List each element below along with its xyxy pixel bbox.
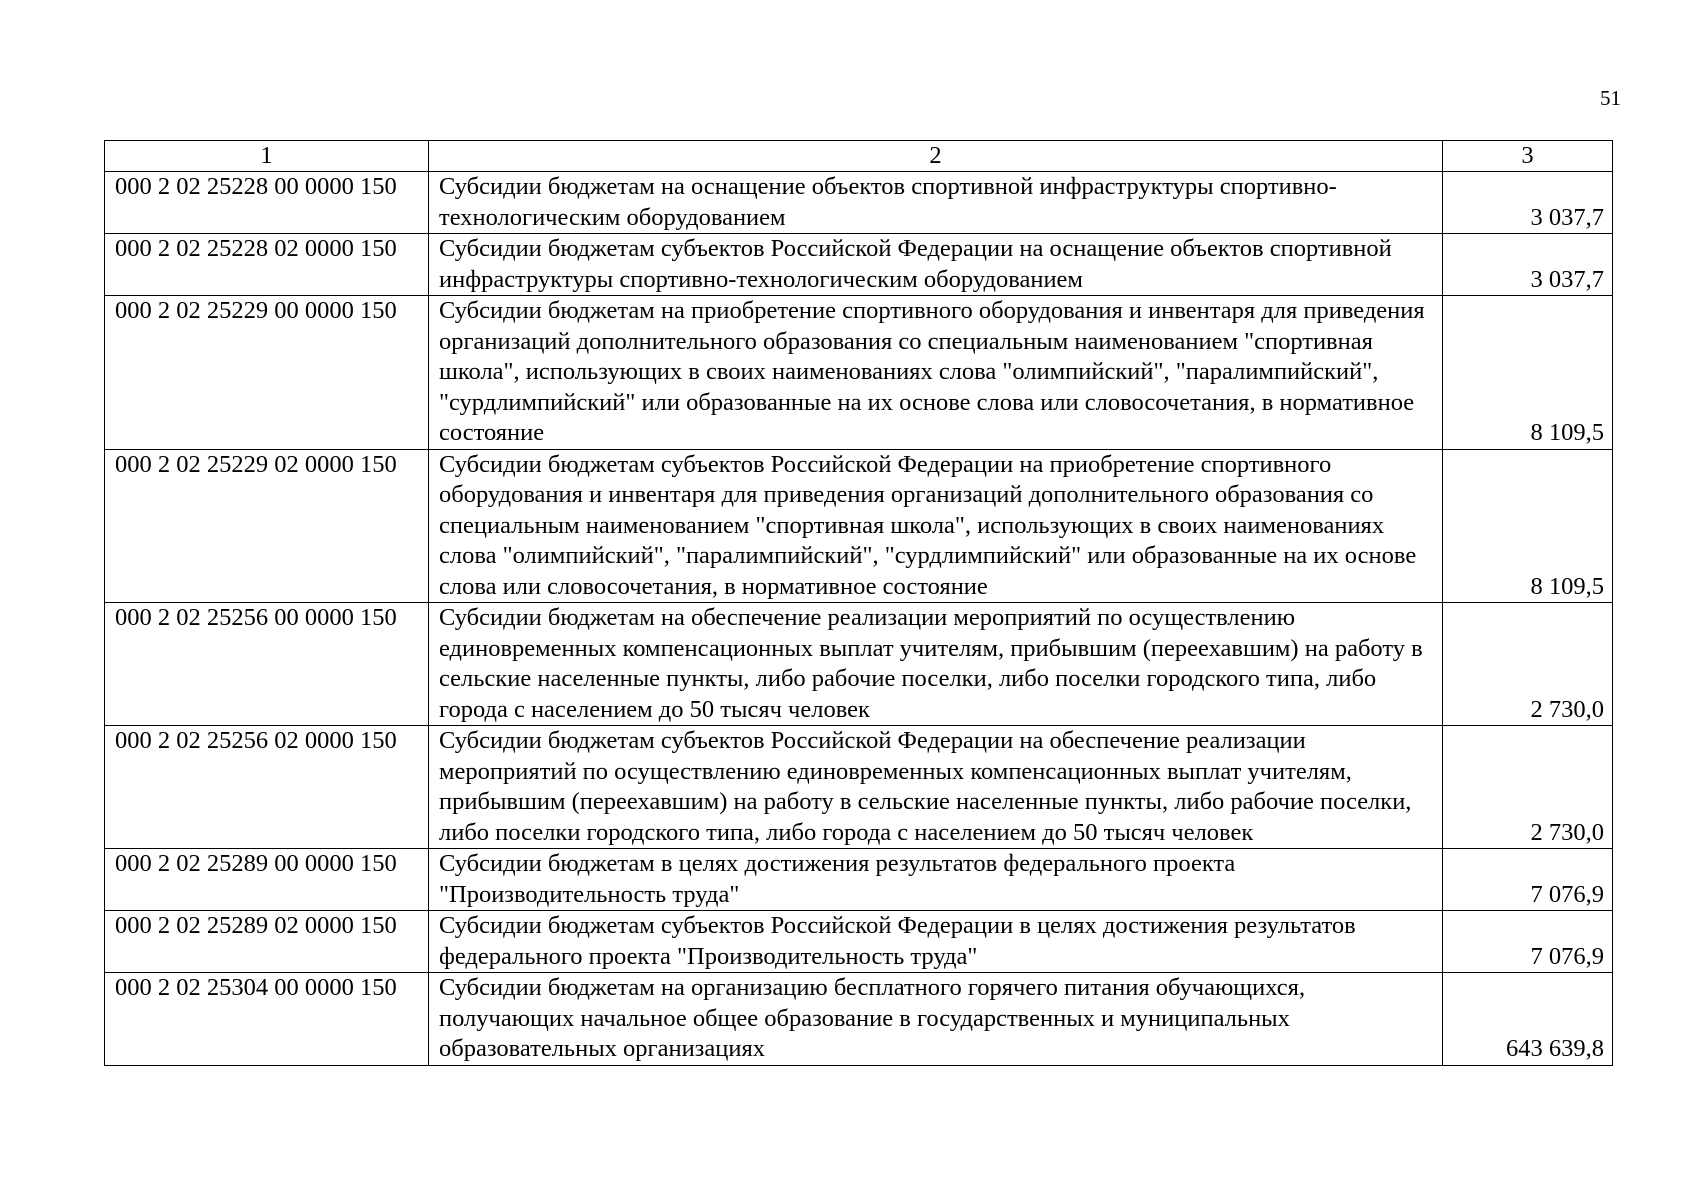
table-header	[105, 141, 1613, 172]
row-name: Субсидии бюджетам субъектов Российской Федерации на приобретение спортивного оборудования и инвентаря для приведения организаций дополнительного образования со специальным наименованием "спортивная школа", использующих в своих наименованиях слова "олимпийский", "паралимпийский", "сурдлимпийский" или образованные на их основе слова или словосочетания, в нормативное состояние	[429, 449, 1443, 603]
row-sum: 3 037,7	[1443, 234, 1613, 296]
table-row	[105, 726, 1613, 849]
header-row	[105, 141, 1613, 172]
row-code: 000 2 02 25289 02 0000 150	[105, 911, 429, 973]
table-row	[105, 603, 1613, 726]
table-row	[105, 449, 1613, 603]
row-code: 000 2 02 25229 02 0000 150	[105, 449, 429, 603]
table-row	[105, 911, 1613, 973]
row-code: 000 2 02 25289 00 0000 150	[105, 849, 429, 911]
row-code: 000 2 02 25304 00 0000 150	[105, 973, 429, 1066]
row-code: 000 2 02 25228 00 0000 150	[105, 172, 429, 234]
row-sum: 2 730,0	[1443, 726, 1613, 849]
row-code: 000 2 02 25228 02 0000 150	[105, 234, 429, 296]
column-header-1: 1	[105, 141, 429, 172]
row-sum: 643 639,8	[1443, 973, 1613, 1066]
column-header-3: 3	[1443, 141, 1613, 172]
row-sum: 7 076,9	[1443, 911, 1613, 973]
row-code: 000 2 02 25256 00 0000 150	[105, 603, 429, 726]
row-sum: 2 730,0	[1443, 603, 1613, 726]
table-row	[105, 849, 1613, 911]
row-name: Субсидии бюджетам субъектов Российской Федерации на оснащение объектов спортивной инфраструктуры спортивно-технологическим оборудованием	[429, 234, 1443, 296]
row-sum: 3 037,7	[1443, 172, 1613, 234]
table-row	[105, 172, 1613, 234]
row-code: 000 2 02 25229 00 0000 150	[105, 296, 429, 450]
table-body	[105, 172, 1613, 1066]
budget-table	[104, 140, 1613, 1066]
table-row	[105, 234, 1613, 296]
page-number: 51	[1600, 86, 1621, 110]
row-name: Субсидии бюджетам субъектов Российской Федерации на обеспечение реализации мероприятий по осуществлению единовременных компенсационных выплат учителям, прибывшим (переехавшим) на работу в сельские населенные пункты, либо рабочие поселки, либо поселки городского типа, либо города с населением до 50 тысяч человек	[429, 726, 1443, 849]
row-name: Субсидии бюджетам субъектов Российской Федерации в целях достижения результатов федерального проекта "Производительность труда"	[429, 911, 1443, 973]
row-sum: 7 076,9	[1443, 849, 1613, 911]
row-name: Субсидии бюджетам на приобретение спортивного оборудования и инвентаря для приведения организаций дополнительного образования со специальным наименованием "спортивная школа", использующих в своих наименованиях слова "олимпийский", "паралимпийский", "сурдлимпийский" или образованные на их основе слова или словосочетания, в нормативное состояние	[429, 296, 1443, 450]
row-sum: 8 109,5	[1443, 449, 1613, 603]
row-name: Субсидии бюджетам на организацию бесплатного горячего питания обучающихся, получающих начальное общее образование в государственных и муниципальных образовательных организациях	[429, 973, 1443, 1066]
column-header-2: 2	[429, 141, 1443, 172]
row-name: Субсидии бюджетам на обеспечение реализации мероприятий по осуществлению единовременных компенсационных выплат учителям, прибывшим (переехавшим) на работу в сельские населенные пункты, либо рабочие поселки, либо поселки городского типа, либо города с населением до 50 тысяч человек	[429, 603, 1443, 726]
row-name: Субсидии бюджетам на оснащение объектов спортивной инфраструктуры спортивно-технологическим оборудованием	[429, 172, 1443, 234]
row-name: Субсидии бюджетам в целях достижения результатов федерального проекта "Производительность труда"	[429, 849, 1443, 911]
table-row	[105, 296, 1613, 450]
table-row	[105, 973, 1613, 1066]
row-sum: 8 109,5	[1443, 296, 1613, 450]
row-code: 000 2 02 25256 02 0000 150	[105, 726, 429, 849]
